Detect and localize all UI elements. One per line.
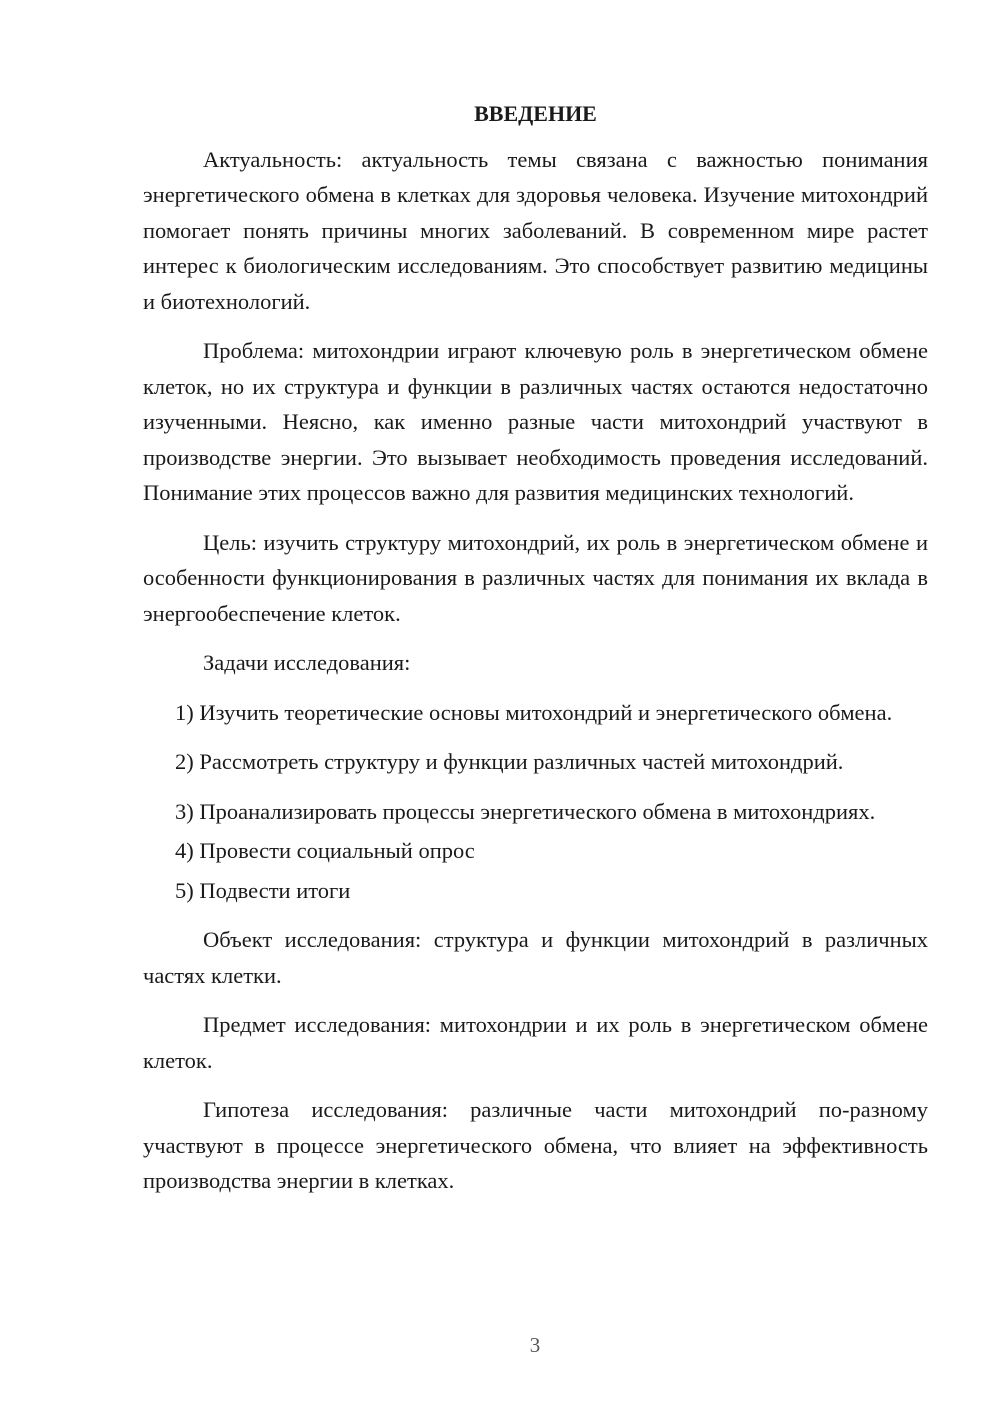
task-item-2: 2) Рассмотреть структуру и функции различных частей митохондрий.: [175, 749, 844, 774]
hypothesis-paragraph: Гипотеза исследования: различные части митохондрий по-разному участвуют в процессе энергетического обмена, что влияет на эффективность производства энергии в клетках.: [143, 1097, 928, 1193]
page-number: 3: [529, 1333, 541, 1357]
task-item-5: 5) Подвести итоги: [175, 877, 351, 903]
task-item-4: 4) Провести социальный опрос: [175, 838, 475, 863]
object-paragraph: Объект исследования: структура и функции митохондрий в различных частях клетки.: [143, 927, 928, 988]
tasks-title: Задачи исследования:: [203, 650, 411, 675]
task-item-1: 1) Изучить теоретические основы митохондрий и энергетического обмена.: [175, 699, 893, 725]
problem-paragraph: Проблема: митохондрии играют ключевую роль в энергетическом обмене клеток, но их структура и функции в различных частях остаются недостаточно изученными. Неясно, как именно разные части митохондрий участвуют в производстве энергии. Это вызывает необходимость проведения исследований. Понимание этих процессов важно для развития медицинских технологий.: [143, 338, 928, 505]
page-content: [143, 96, 928, 1199]
subject-paragraph: Предмет исследования: митохондрии и их роль в энергетическом обмене клеток.: [143, 1012, 928, 1073]
page-heading: ВВЕДЕНИЕ: [474, 101, 597, 126]
relevance-paragraph: Актуальность: актуальность темы связана с важностью понимания энергетического обмена в клетках для здоровья человека. Изучение митохондрий помогает понять причины многих заболеваний. В современном мире растет интерес к биологическим исследованиям. Это способствует развитию медицины и биотехнологий.: [143, 146, 928, 314]
goal-paragraph: Цель: изучить структуру митохондрий, их роль в энергетическом обмене и особенности функционирования в различных частях для понимания их вклада в энергообеспечение клеток.: [143, 529, 928, 626]
task-item-3: 3) Проанализировать процессы энергетического обмена в митохондриях.: [175, 798, 876, 824]
